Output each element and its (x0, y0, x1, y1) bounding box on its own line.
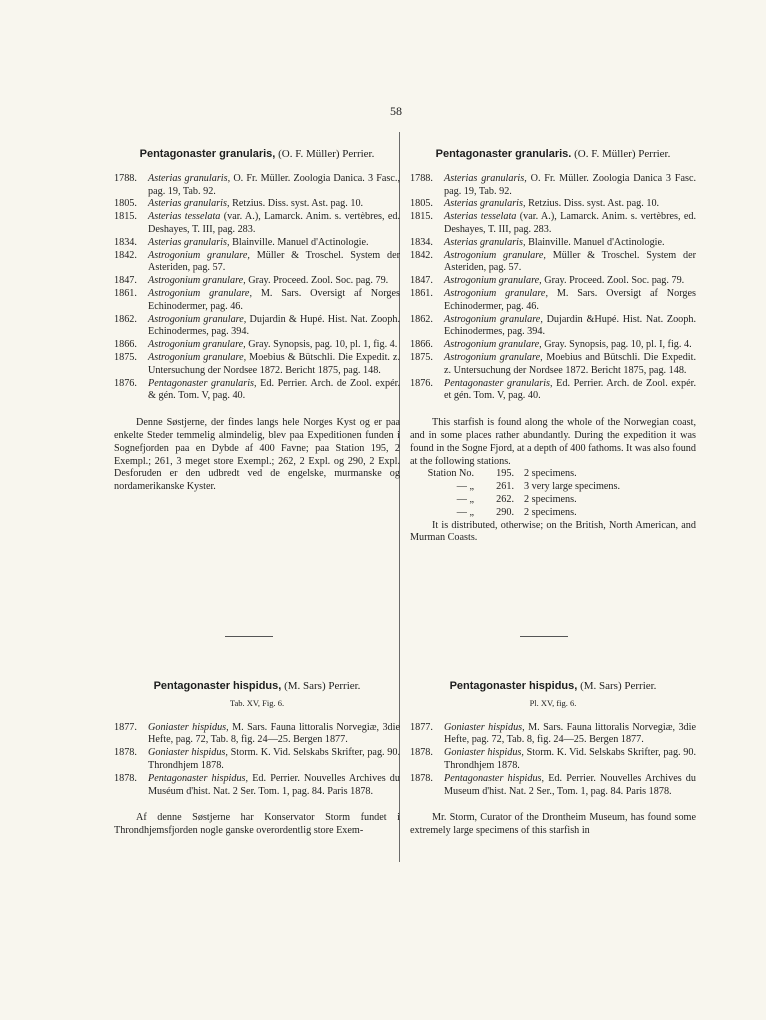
synonymy-year: 1876. (410, 377, 433, 389)
synonymy-reference: Blainville. Manuel d'Actinologie. (232, 236, 369, 248)
synonym-name: Asterias granularis, (148, 172, 231, 184)
synonymy-entry (410, 250, 696, 276)
synonymy-entry (410, 352, 696, 378)
synonymy-reference: M. Sars. Oversigt af Norges Echinodermer, pag. 46. (148, 287, 400, 312)
station-list (410, 468, 696, 519)
species-name: Pentagonaster hispidus, (449, 680, 578, 692)
station-entry (410, 481, 696, 494)
synonymy-year: 1878. (410, 747, 433, 759)
synonym-name: Asterias granularis, (148, 198, 230, 210)
station-label: Station No. (427, 468, 474, 480)
synonymy-reference: M. Sars. Oversigt af Norges Echinodermer, pag. 46. (444, 287, 696, 312)
synonymy-citation (148, 722, 400, 748)
distribution-paragraph: It is distributed, otherwise; on the British, North American, and Murman Coasts. (410, 519, 696, 544)
synonymy-year: 1815. (410, 211, 433, 223)
synonym-name: Goniaster hispidus, (444, 721, 525, 733)
synonymy-citation (148, 378, 400, 404)
synonymy-reference: Gray. Synopsis, pag. 10, pl. 1, fig. 4. (248, 339, 398, 351)
synonymy-reference: (var. A.), Lamarck. Anim. s. vertèbres, ed. Deshayes, T. III, pag. 283. (148, 211, 401, 235)
synonymy-year: 1788. (114, 172, 137, 184)
right-section-hispidus (410, 680, 696, 838)
synonymy-reference: Moebius and Bütschli. Die Expedit. z. Untersuchung der Nordsee 1872. Bericht 1875, pag. 148. (444, 351, 696, 376)
synonymy-entry (410, 378, 696, 404)
station-number: 262. (496, 493, 514, 505)
synonym-name: Asterias granularis, (148, 236, 230, 248)
synonymy-entry (114, 198, 400, 211)
synonymy-citation (148, 747, 400, 773)
synonym-name: Astrogonium granulare, (148, 287, 252, 299)
station-specimens: 2 specimens. (524, 506, 577, 518)
synonymy-citation (444, 275, 696, 288)
synonymy-entry (410, 173, 696, 199)
section-heading (410, 680, 696, 693)
synonymy-citation (444, 173, 696, 199)
synonym-name: Astrogonium granulare, (148, 313, 247, 325)
synonymy-year: 1861. (410, 287, 433, 299)
left-section-hispidus (114, 680, 400, 838)
synonymy-list (410, 173, 696, 403)
synonymy-entry (114, 378, 400, 404)
synonym-name: Astrogonium granulare, (148, 249, 250, 261)
synonymy-year: 1876. (114, 377, 137, 389)
synonymy-reference: Gray. Proceed. Zool. Soc. pag. 79. (544, 275, 685, 287)
synonymy-reference: Storm. K. Vid. Selskabs Skrifter, pag. 90. Throndhjem 1878. (148, 747, 401, 771)
synonymy-reference: Gray. Synopsis, pag. 10, pl. I, fig. 4. (544, 339, 692, 351)
synonymy-entry (114, 352, 400, 378)
synonymy-entry (114, 773, 400, 799)
synonym-name: Astrogonium granulare, (444, 351, 543, 363)
synonymy-reference: Gray. Proceed. Zool. Soc. pag. 79. (248, 275, 389, 287)
description-paragraph: This starfish is found along the whole of the Norwegian coast, and in some places rather abundantly. During the expedition it was found in the Sogne Fjord, at a depth of 400 fathoms. It was also found at the following stations. (410, 417, 696, 467)
synonymy-reference: Ed. Perrier. Nouvelles Archives du Museum d'hist. Nat. 2 Ser., Tom. 1, pag. 84. Paris 1878. (444, 772, 696, 797)
synonymy-entry (114, 211, 400, 237)
section-rule (520, 636, 568, 637)
description-paragraph: Af denne Søstjerne har Konservator Storm fundet i Throndhjemsfjorden nogle ganske overordentlig store Exem- (114, 812, 400, 837)
synonym-name: Asterias granularis, (444, 172, 527, 184)
species-author: (O. F. Müller) Perrier. (278, 148, 375, 160)
synonymy-year: 1878. (114, 747, 137, 759)
synonymy-year: 1866. (114, 339, 137, 351)
synonymy-entry (410, 314, 696, 340)
synonym-name: Astrogonium granulare, (148, 339, 246, 351)
station-specimens: 2 specimens. (524, 493, 577, 505)
synonymy-citation (148, 339, 400, 352)
synonymy-reference: M. Sars. Fauna littoralis Norvegiæ, 3die Hefte, pag. 72, Tab. 8, fig. 24—25. Bergen 1877. (148, 721, 400, 746)
synonymy-entry (410, 288, 696, 314)
synonym-name: Asterias tesselata (444, 211, 517, 223)
section-heading (114, 148, 400, 161)
synonymy-citation (148, 773, 400, 799)
synonymy-entry (114, 314, 400, 340)
synonymy-citation (444, 250, 696, 276)
synonymy-year: 1861. (114, 287, 137, 299)
synonymy-entry (410, 747, 696, 773)
synonymy-entry (114, 747, 400, 773)
section-heading (410, 148, 696, 161)
synonymy-reference: O. Fr. Müller. Zoologia Danica 3 Fasc. pag. 19, Tab. 92. (444, 172, 697, 197)
section-rule (225, 636, 273, 637)
station-specimens: 2 specimens. (524, 468, 577, 480)
synonymy-citation (444, 722, 696, 748)
section-heading (114, 680, 400, 693)
synonymy-list (114, 722, 400, 799)
synonymy-year: 1875. (410, 351, 433, 363)
synonymy-citation (444, 198, 696, 211)
synonymy-reference: Müller & Troschel. System der Asteriden, pag. 57. (148, 249, 400, 274)
synonym-name: Astrogonium granulare, (444, 249, 546, 261)
synonymy-year: 1834. (410, 236, 433, 248)
synonym-name: Asterias tesselata (148, 211, 221, 223)
synonymy-citation (148, 198, 400, 211)
synonymy-entry (410, 773, 696, 799)
species-name: Pentagonaster granularis. (435, 148, 572, 160)
station-number: 195. (496, 468, 514, 480)
synonymy-year: 1877. (410, 721, 433, 733)
synonymy-entry (410, 237, 696, 250)
synonymy-year: 1847. (410, 275, 433, 287)
station-entry (410, 507, 696, 520)
synonymy-entry (114, 339, 400, 352)
synonymy-year: 1805. (410, 198, 433, 210)
synonymy-entry (114, 173, 400, 199)
synonymy-list (410, 722, 696, 799)
plate-reference: Pl. XV, fig. 6. (529, 697, 577, 708)
synonymy-reference: Ed. Perrier. Nouvelles Archives du Muséum d'hist. Nat. 2 Ser. Tom. 1, pag. 84. Paris 1878. (148, 772, 400, 797)
synonymy-citation (444, 339, 696, 352)
synonymy-entry (410, 198, 696, 211)
synonymy-year: 1862. (410, 313, 433, 325)
synonymy-citation (148, 275, 400, 288)
species-name: Pentagonaster hispidus, (153, 680, 282, 692)
synonymy-entry (114, 250, 400, 276)
station-number: 290. (496, 506, 514, 518)
synonymy-reference: O. Fr. Müller. Zoologia Danica. 3 Fasc., pag. 19, Tab. 92. (148, 172, 401, 197)
synonymy-reference: Dujardin & Hupé. Hist. Nat. Zooph. Echinodermes, pag. 394. (148, 313, 401, 338)
synonymy-entry (410, 722, 696, 748)
synonym-name: Pentagonaster hispidus, (148, 772, 249, 784)
synonymy-year: 1788. (410, 172, 433, 184)
synonymy-reference: Moebius & Bütschli. Die Expedit. z. Untersuchung der Nordsee 1872. Bericht 1875, pag. 148. (148, 351, 400, 376)
synonymy-citation (444, 773, 696, 799)
synonym-name: Goniaster hispidus, (148, 747, 228, 759)
description-paragraph: Denne Søstjerne, der findes langs hele Norges Kyst og er paa enkelte Steder temmelig almindelig, blev paa Expeditionen funden i Sognefjorden paa en Dybde af 400 Favne; paa Station 195, 2 Exempl.; 261, 3 meget store Exempl.; 262, 2 Expl. og 290, 2 Expl. Desforuden er den udbredt ved de engelske, murmanske og nordamerikanske Kyster. (114, 417, 400, 493)
synonym-name: Astrogonium granulare, (148, 351, 247, 363)
synonymy-reference: (var. A.), Lamarck. Anim. s. vertèbres, ed. Deshayes, T. III, pag. 283. (444, 211, 697, 235)
synonymy-year: 1847. (114, 275, 137, 287)
synonymy-reference: Dujardin &Hupé. Hist. Nat. Zooph. Echinodermes, pag. 394. (444, 313, 696, 338)
station-entry (410, 494, 696, 507)
species-author: (M. Sars) Perrier. (284, 680, 361, 692)
synonymy-list (114, 173, 400, 403)
synonymy-reference: Ed. Perrier. Arch. de Zool. expér. & gén. Tom. V, pag. 40. (148, 377, 400, 402)
right-section-granularis (410, 148, 696, 545)
synonymy-reference: Retzius. Diss. syst. Ast. pag. 10. (528, 198, 660, 210)
synonymy-reference: Ed. Perrier. Arch. de Zool. expér. et gén. Tom. V, pag. 40. (444, 377, 696, 402)
synonymy-year: 1805. (114, 198, 137, 210)
species-author: (O. F. Müller) Perrier. (574, 148, 671, 160)
synonymy-reference: Blainville. Manuel d'Actinologie. (528, 236, 665, 248)
synonym-name: Asterias granularis, (444, 198, 526, 210)
station-label: — „ (456, 493, 474, 505)
synonym-name: Goniaster hispidus, (148, 721, 229, 733)
synonymy-year: 1862. (114, 313, 137, 325)
synonymy-reference: Storm. K. Vid. Selskabs Skrifter, pag. 90. Throndhjem 1878. (444, 747, 697, 771)
page-number: 58 (390, 104, 402, 118)
species-name: Pentagonaster granularis, (139, 148, 276, 160)
synonymy-citation (148, 237, 400, 250)
synonym-name: Goniaster hispidus, (444, 747, 524, 759)
synonymy-year: 1877. (114, 721, 137, 733)
synonymy-entry (410, 211, 696, 237)
synonymy-citation (444, 211, 696, 237)
synonymy-citation (444, 237, 696, 250)
synonymy-year: 1834. (114, 236, 137, 248)
synonymy-entry (114, 275, 400, 288)
synonym-name: Astrogonium granulare, (444, 287, 548, 299)
synonymy-year: 1878. (114, 772, 137, 784)
species-author: (M. Sars) Perrier. (580, 680, 657, 692)
synonym-name: Astrogonium granulare, (148, 275, 246, 287)
synonymy-entry (410, 339, 696, 352)
synonym-name: Astrogonium granulare, (444, 339, 542, 351)
synonymy-reference: M. Sars. Fauna littoralis Norvegiæ, 3die Hefte, pag. 72, Tab. 8, fig. 24—25. Bergen 1877. (444, 721, 696, 746)
synonymy-citation (444, 288, 696, 314)
synonymy-citation (148, 250, 400, 276)
station-number: 261. (496, 481, 514, 493)
synonymy-reference: Retzius. Diss. syst. Ast. pag. 10. (232, 198, 364, 210)
synonymy-citation (444, 747, 696, 773)
description-paragraph: Mr. Storm, Curator of the Drontheim Museum, has found some extremely large specimens of this starfish in (410, 812, 696, 837)
station-specimens: 3 very large specimens. (524, 481, 620, 493)
synonymy-year: 1842. (410, 249, 433, 261)
synonymy-year: 1878. (410, 772, 433, 784)
synonym-name: Asterias granularis, (444, 236, 526, 248)
synonymy-year: 1875. (114, 351, 137, 363)
synonymy-year: 1842. (114, 249, 137, 261)
synonymy-citation (444, 378, 696, 404)
station-label: — „ (456, 506, 474, 518)
synonymy-citation (148, 288, 400, 314)
synonymy-citation (148, 211, 400, 237)
synonymy-reference: Müller & Troschel. System der Asteriden, pag. 57. (444, 249, 696, 274)
synonymy-citation (444, 352, 696, 378)
synonymy-citation (148, 314, 400, 340)
left-section-granularis (114, 148, 400, 494)
synonymy-entry (114, 288, 400, 314)
synonymy-entry (114, 237, 400, 250)
synonym-name: Astrogonium granulare, (444, 275, 542, 287)
synonymy-year: 1815. (114, 211, 137, 223)
station-label: — „ (456, 481, 474, 493)
synonymy-citation (148, 352, 400, 378)
synonym-name: Pentagonaster granularis, (148, 377, 257, 389)
synonymy-citation (148, 173, 400, 199)
synonym-name: Pentagonaster hispidus, (444, 772, 545, 784)
synonymy-year: 1866. (410, 339, 433, 351)
synonymy-citation (444, 314, 696, 340)
synonym-name: Pentagonaster granularis, (444, 377, 553, 389)
synonymy-entry (114, 722, 400, 748)
station-entry (410, 468, 696, 481)
plate-reference: Tab. XV, Fig. 6. (229, 697, 285, 708)
synonymy-entry (410, 275, 696, 288)
synonym-name: Astrogonium granulare, (444, 313, 543, 325)
